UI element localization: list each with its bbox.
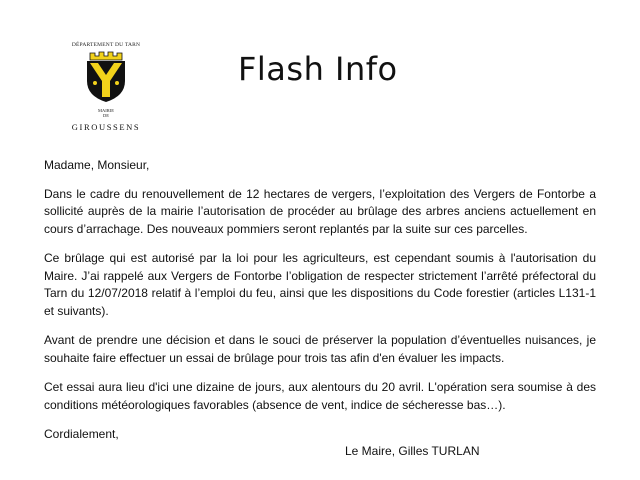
page-title: Flash Info bbox=[238, 50, 398, 88]
municipal-logo bbox=[56, 42, 156, 134]
letter-greeting: Madame, Monsieur, bbox=[44, 158, 150, 172]
letter-paragraph-2: Ce brûlage qui est autorisé par la loi pour les agriculteurs, est cependant soumis à l'autorisation du Maire. J’ai rappelé aux Vergers de Fontorbe l’obligation de respecter strictement l’arrêté préfectoral du Tarn du 12/07/2018 relatif à l’emploi du feu, ainsi que les dispositions du Code forestier (articles L131-1 et suivants). bbox=[44, 251, 596, 318]
department-label: DÉPARTEMENT DU TARN bbox=[71, 42, 141, 48]
mairie-label bbox=[56, 108, 156, 118]
letter-paragraph-4: Cet essai aura lieu d'ici une dizaine de jours, aux alentours du 20 avril. L'opération sera soumise à des conditions météorologiques favorables (absence de vent, indice de sécheresse bas…). bbox=[44, 380, 596, 412]
town-name: GIROUSSENS bbox=[71, 122, 141, 132]
letter-closing: Cordialement, bbox=[44, 427, 119, 441]
signature: Le Maire, Gilles TURLAN bbox=[345, 444, 480, 458]
coat-of-arms-icon bbox=[85, 51, 127, 103]
letter-paragraph-3: Avant de prendre une décision et dans le souci de préserver la population d’éventuelles nuisances, je souhaite faire effectuer un essai de brûlage pour trois tas afin d'en évaluer les impacts. bbox=[44, 333, 596, 365]
mairie-line-1: MAIRIE bbox=[98, 108, 114, 113]
letter-body bbox=[44, 157, 596, 444]
mairie-line-2: DE bbox=[103, 113, 109, 118]
letter-paragraph-1: Dans le cadre du renouvellement de 12 hectares de vergers, l’exploitation des Vergers de Fontorbe a sollicité auprès de la mairie l’autorisation de procéder au brûlage des arbres anciens actuellement en cours d’arrachage. Des nouveaux pommiers seront replantés par la suite sur ces parcelles. bbox=[44, 186, 596, 236]
